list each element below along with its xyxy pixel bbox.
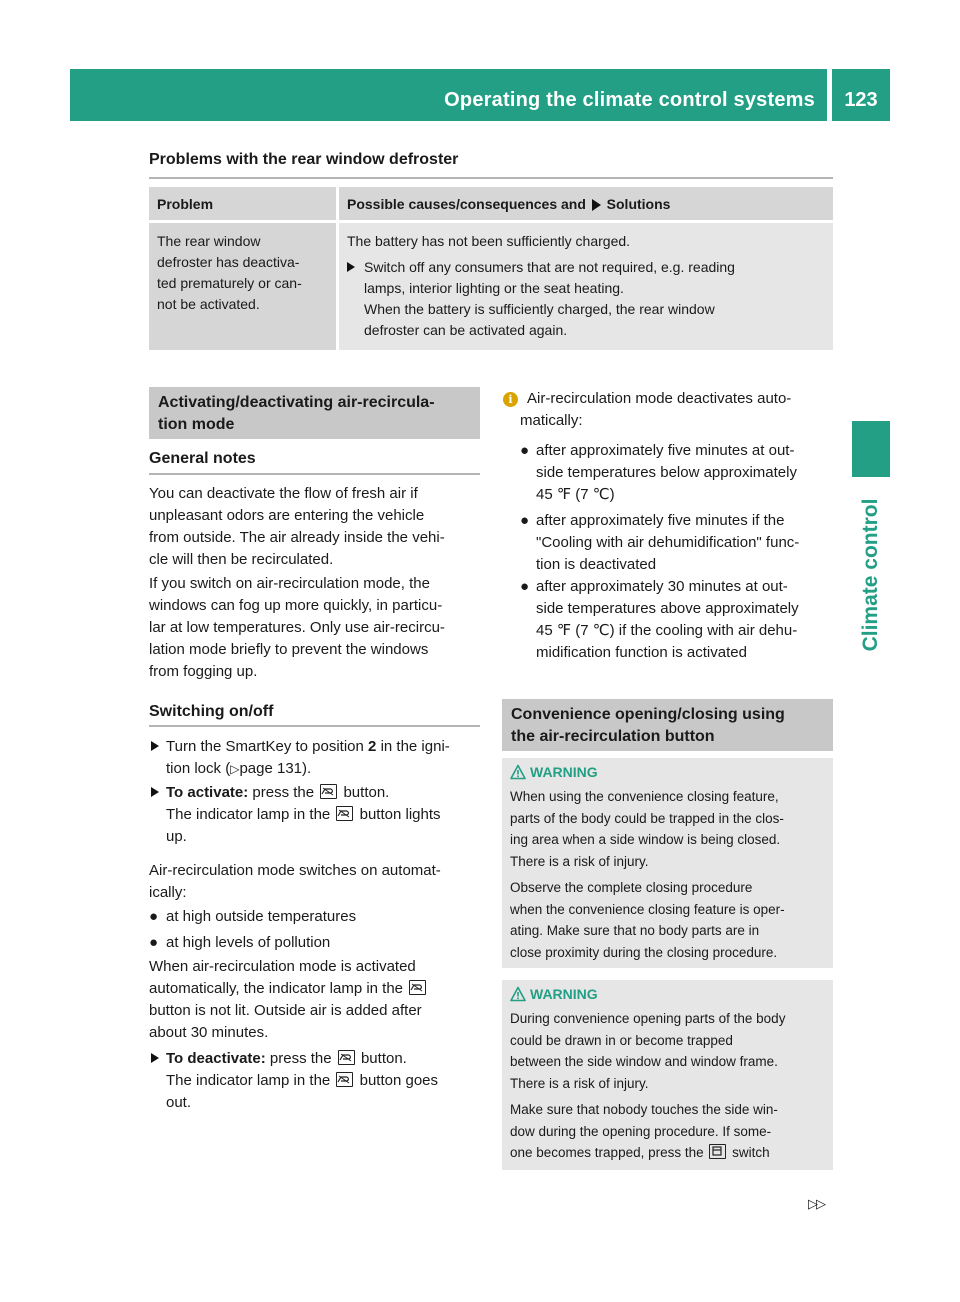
step-turn-key: Turn the SmartKey to position 2 in the igni- tion lock (▷page 131). (149, 736, 484, 780)
table-header-problem: Problem (149, 187, 336, 220)
step-activate: To activate: press the button. The indicator lamp in the button lights up. (149, 782, 484, 848)
rule (149, 473, 480, 475)
paragraph: When air-recirculation mode is activated automatically, the indicator lamp in the button is not lit. Outside air is added after about 30 minutes. (149, 956, 489, 1044)
subsection-heading-recirculation: Activating/deactivating air-recircula- tion mode (149, 387, 480, 439)
chapter-title: Operating the climate control systems (444, 89, 815, 111)
cause-text: The battery has not been sufficiently charged. (347, 233, 631, 249)
air-recirculation-button-icon (336, 1072, 353, 1087)
arrow-icon (592, 199, 601, 211)
info-text: Air-recirculation mode deactivates auto- (527, 390, 792, 407)
paragraph: Air-recirculation mode switches on automat- ically: (149, 862, 441, 901)
page-number: 123 (844, 89, 878, 111)
step-deactivate: To deactivate: press the button. The indicator lamp in the button goes out. (149, 1048, 484, 1114)
list-item: ● at high outside temperatures (149, 908, 357, 925)
warning-text: When using the convenience closing feature, parts of the body could be trapped in the clos- ing area when a side window is being closed. There is a risk of injury. (510, 789, 784, 869)
air-recirculation-button-icon (320, 784, 337, 799)
warning-text: Observe the complete closing procedure when the convenience closing feature is oper- ating. Make sure that no body parts are in close proximity during the closing procedure. (510, 880, 785, 960)
info-icon: i (503, 392, 518, 407)
warning-text: During convenience opening parts of the body could be drawn in or become trapped between the side window and window frame. There is a risk of injury. (510, 1011, 786, 1091)
rule (149, 725, 480, 727)
list-item: ● after approximately five minutes at out- side temperatures below approximately 45 ℉ (7 ℃) (520, 442, 797, 503)
list-item: ● at high levels of pollution (149, 934, 331, 951)
section-rule (149, 177, 833, 179)
air-recirculation-button-icon (338, 1050, 355, 1065)
side-tab-label: Climate control (859, 498, 882, 652)
page-header (70, 69, 890, 121)
continue-arrow-icon: ▷▷ (808, 1196, 824, 1211)
info-text: matically: (520, 412, 583, 429)
warning-box-opening (502, 980, 833, 1170)
table-header-solutions: Possible causes/consequences and Solutions (339, 187, 833, 220)
list-item: ● after approximately five minutes if the "Cooling with air dehumidification" func- tion is deactivated (520, 512, 800, 573)
step-arrow-icon (347, 262, 355, 272)
step-arrow-icon (151, 741, 159, 751)
page-ref-icon: ▷ (230, 762, 240, 776)
air-recirculation-button-icon (409, 980, 426, 995)
side-tab-marker (852, 421, 890, 477)
warning-text: Make sure that nobody touches the side win- dow during the opening procedure. If some- one becomes trapped, press the switch (510, 1102, 778, 1160)
heading-general-notes: General notes (149, 450, 256, 467)
step-arrow-icon (151, 1053, 159, 1063)
heading-switching: Switching on/off (149, 703, 274, 720)
paragraph: If you switch on air-recirculation mode, the windows can fog up more quickly, in particu- lar at low temperatures. Only use air-recircu- lation mode briefly to prevent the windows from fogging up. (149, 575, 445, 680)
warning-title: WARNING (530, 764, 598, 780)
list-item: ● after approximately 30 minutes at out- side temperatures above approximately 45 ℉ (7 ℃) if the cooling with air dehu- midification function is activated (520, 578, 799, 661)
table-cell-solutions: The battery has not been sufficiently charged. Switch off any consumers that are not required, e.g. reading lamps, interior lighting or the seat heating. When the battery is sufficiently charged, the rear window defroster can be activated again. (339, 223, 833, 350)
air-recirculation-button-icon (336, 806, 353, 821)
section-title-rear-defroster: Problems with the rear window defroster (149, 151, 459, 168)
paragraph: You can deactivate the flow of fresh air if unpleasant odors are entering the vehicle from outside. The air already inside the vehi- cle will then be recirculated. (149, 485, 445, 568)
warning-icon (510, 764, 526, 780)
window-switch-icon (709, 1144, 726, 1159)
warning-box-closing (502, 758, 833, 968)
table-cell-problem: The rear window defroster has deactiva- ted prematurely or can- not be activated. (149, 223, 336, 350)
subsection-heading-convenience: Convenience opening/closing using the air-recirculation button (502, 699, 833, 751)
warning-icon (510, 986, 526, 1002)
problems-table (149, 187, 833, 350)
step-arrow-icon (151, 787, 159, 797)
warning-title: WARNING (530, 986, 598, 1002)
page-ref-link[interactable]: page 131). (239, 760, 312, 777)
